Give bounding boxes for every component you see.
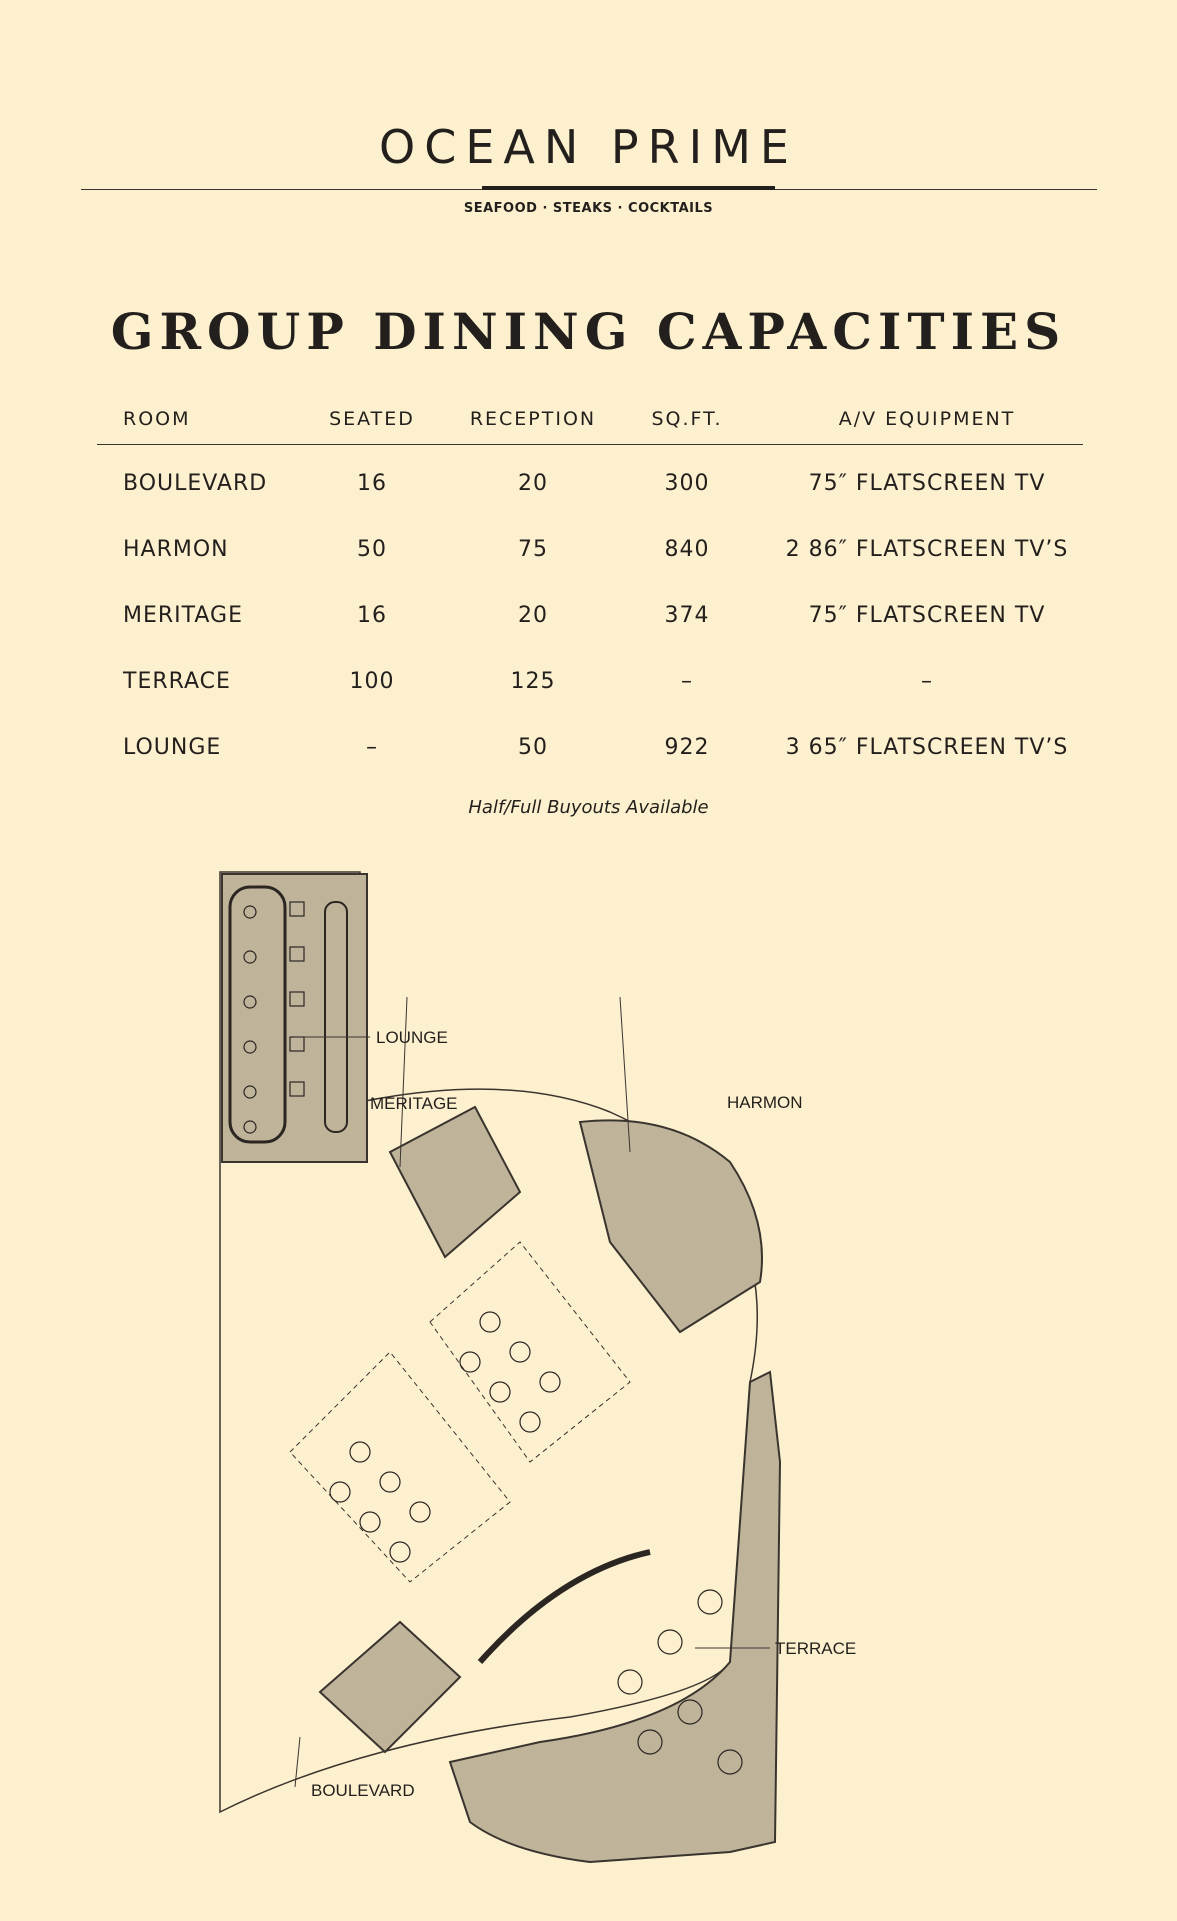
cell-reception: 75: [518, 537, 548, 562]
cell-reception: 125: [510, 669, 556, 694]
table-row: [97, 445, 1083, 511]
boulevard-room: [320, 1622, 460, 1752]
brand-tagline: SEAFOOD · STEAKS · COCKTAILS: [463, 201, 714, 216]
label-lounge: LOUNGE: [376, 1028, 448, 1047]
cell-av: 3 65″ FLATSCREEN TV’S: [785, 735, 1069, 760]
cell-seated: 16: [357, 471, 387, 496]
terrace-room: [450, 1372, 780, 1862]
column-header-room: ROOM: [123, 408, 191, 430]
table-row: [97, 643, 1083, 709]
label-meritage: MERITAGE: [370, 1094, 458, 1113]
cell-av: 75″ FLATSCREEN TV: [808, 471, 1046, 496]
cell-av: 75″ FLATSCREEN TV: [808, 603, 1046, 628]
harmon-room: [580, 1120, 762, 1332]
cell-sqft: –: [681, 669, 693, 694]
column-header-seated: SEATED: [329, 408, 415, 430]
cell-sqft: 300: [664, 471, 710, 496]
cell-seated: 100: [349, 669, 395, 694]
column-header-av-equipment: A/V EQUIPMENT: [838, 408, 1016, 430]
capacity-table: [97, 405, 1083, 775]
table-row: [97, 709, 1083, 775]
cell-room: HARMON: [123, 537, 229, 562]
cell-av: –: [921, 669, 933, 694]
logo-divider-accent: [482, 186, 775, 190]
label-terrace-visible: TERRACE: [775, 1639, 857, 1658]
lounge-room: [222, 874, 367, 1162]
cell-seated: –: [366, 735, 378, 760]
cell-seated: 16: [357, 603, 387, 628]
cell-room: BOULEVARD: [123, 471, 268, 496]
cell-av: 2 86″ FLATSCREEN TV’S: [785, 537, 1069, 562]
cell-room: LOUNGE: [123, 735, 222, 760]
table-header: [97, 405, 1083, 445]
column-header-reception: RECEPTION: [469, 408, 597, 430]
cell-sqft: 374: [664, 603, 710, 628]
table-row: [97, 577, 1083, 643]
cell-reception: 50: [518, 735, 548, 760]
cell-sqft: 922: [664, 735, 710, 760]
brand-logo: OCEAN PRIME: [379, 120, 798, 174]
floor-plan: [210, 862, 940, 1872]
cell-reception: 20: [518, 603, 548, 628]
cell-reception: 20: [518, 471, 548, 496]
table-row: [97, 511, 1083, 577]
cell-sqft: 840: [664, 537, 710, 562]
page-title: GROUP DINING CAPACITIES: [110, 302, 1067, 361]
column-header-sqft: SQ.FT.: [651, 408, 723, 430]
cell-room: MERITAGE: [123, 603, 243, 628]
label-boulevard: BOULEVARD: [311, 1781, 415, 1800]
buyouts-note: Half/Full Buyouts Available: [468, 797, 709, 818]
label-harmon: HARMON: [727, 1093, 803, 1112]
cell-room: TERRACE: [123, 669, 231, 694]
cell-seated: 50: [357, 537, 387, 562]
meritage-room: [390, 1107, 520, 1257]
